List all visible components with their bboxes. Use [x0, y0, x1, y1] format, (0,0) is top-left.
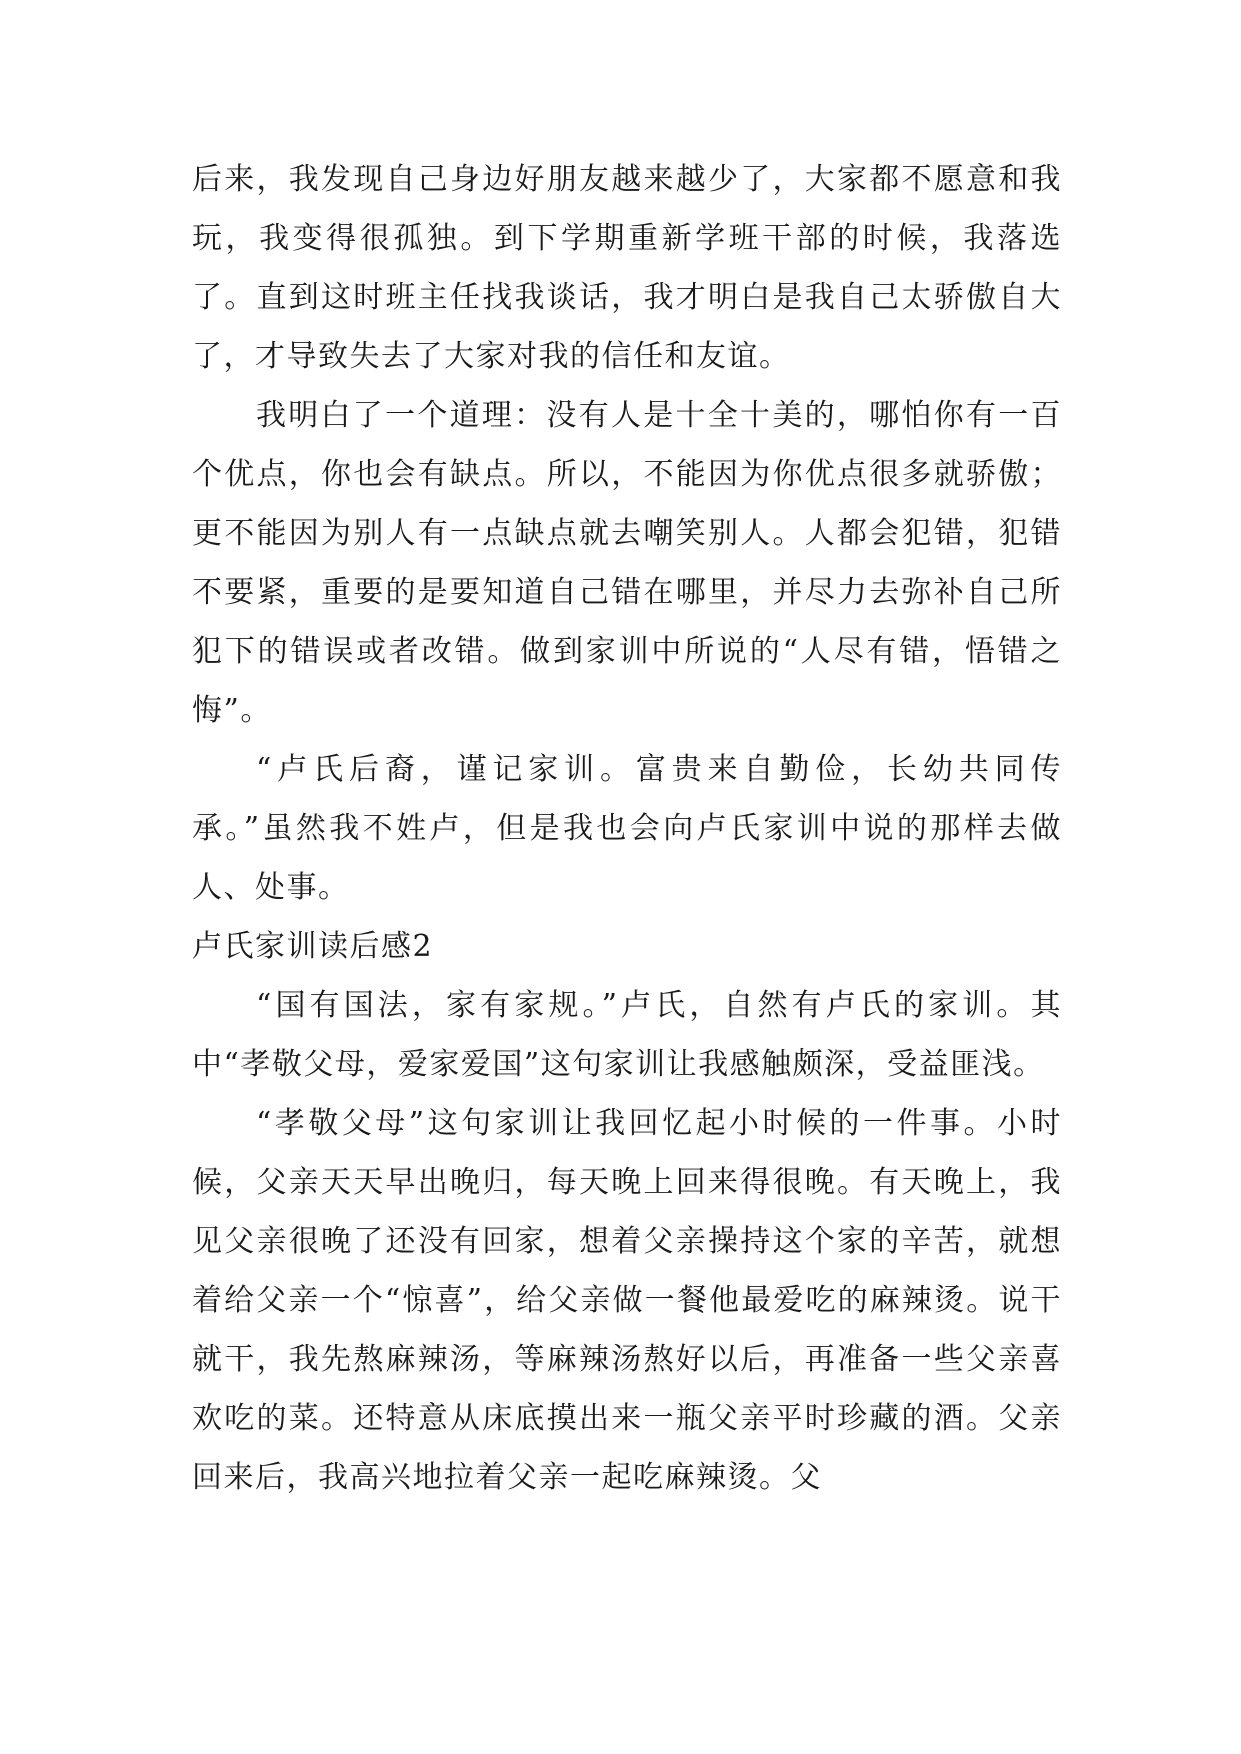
paragraph-1: 后来，我发现自己身边好朋友越来越少了，大家都不愿意和我玩，我变得很孤独。到下学期重新学班干部的时候，我落选了。直到这时班主任找我谈话，我才明白是我自己太骄傲自大了，才导致失去了大家对我的信任和友谊。: [192, 162, 1062, 374]
paragraph-3: “卢氏后裔，谨记家训。富贵来自勤俭，长幼共同传承。”虽然我不姓卢，但是我也会向卢氏家训中说的那样去做人、处事。: [192, 752, 1062, 905]
paragraph-5: “孝敬父母”这句家训让我回忆起小时候的一件事。小时候，父亲天天早出晚归，每天晚上回来得很晚。有天晚上，我见父亲很晚了还没有回家，想着父亲操持这个家的辛苦，就想着给父亲一个“惊喜”，给父亲做一餐他最爱吃的麻辣烫。说干就干，我先熬麻辣汤，等麻辣汤熬好以后，再准备一些父亲喜欢吃的菜。还特意从床底摸出来一瓶父亲平时珍藏的酒。父亲回来后，我高兴地拉着父亲一起吃麻辣烫。父: [192, 1106, 1062, 1495]
document-body: [192, 150, 1062, 1507]
paragraph-2: 我明白了一个道理：没有人是十全十美的，哪怕你有一百个优点，你也会有缺点。所以，不能因为你优点很多就骄傲；更不能因为别人有一点缺点就去嘲笑别人。人都会犯错，犯错不要紧，重要的是要知道自己错在哪里，并尽力去弥补自己所犯下的错误或者改错。做到家训中所说的“人尽有错，悟错之悔”。: [192, 398, 1062, 728]
section-heading: 卢氏家训读后感2: [192, 929, 434, 964]
paragraph-4: “国有国法，家有家规。”卢氏，自然有卢氏的家训。其中“孝敬父母，爱家爱国”这句家训让我感触颇深，受益匪浅。: [192, 988, 1062, 1082]
